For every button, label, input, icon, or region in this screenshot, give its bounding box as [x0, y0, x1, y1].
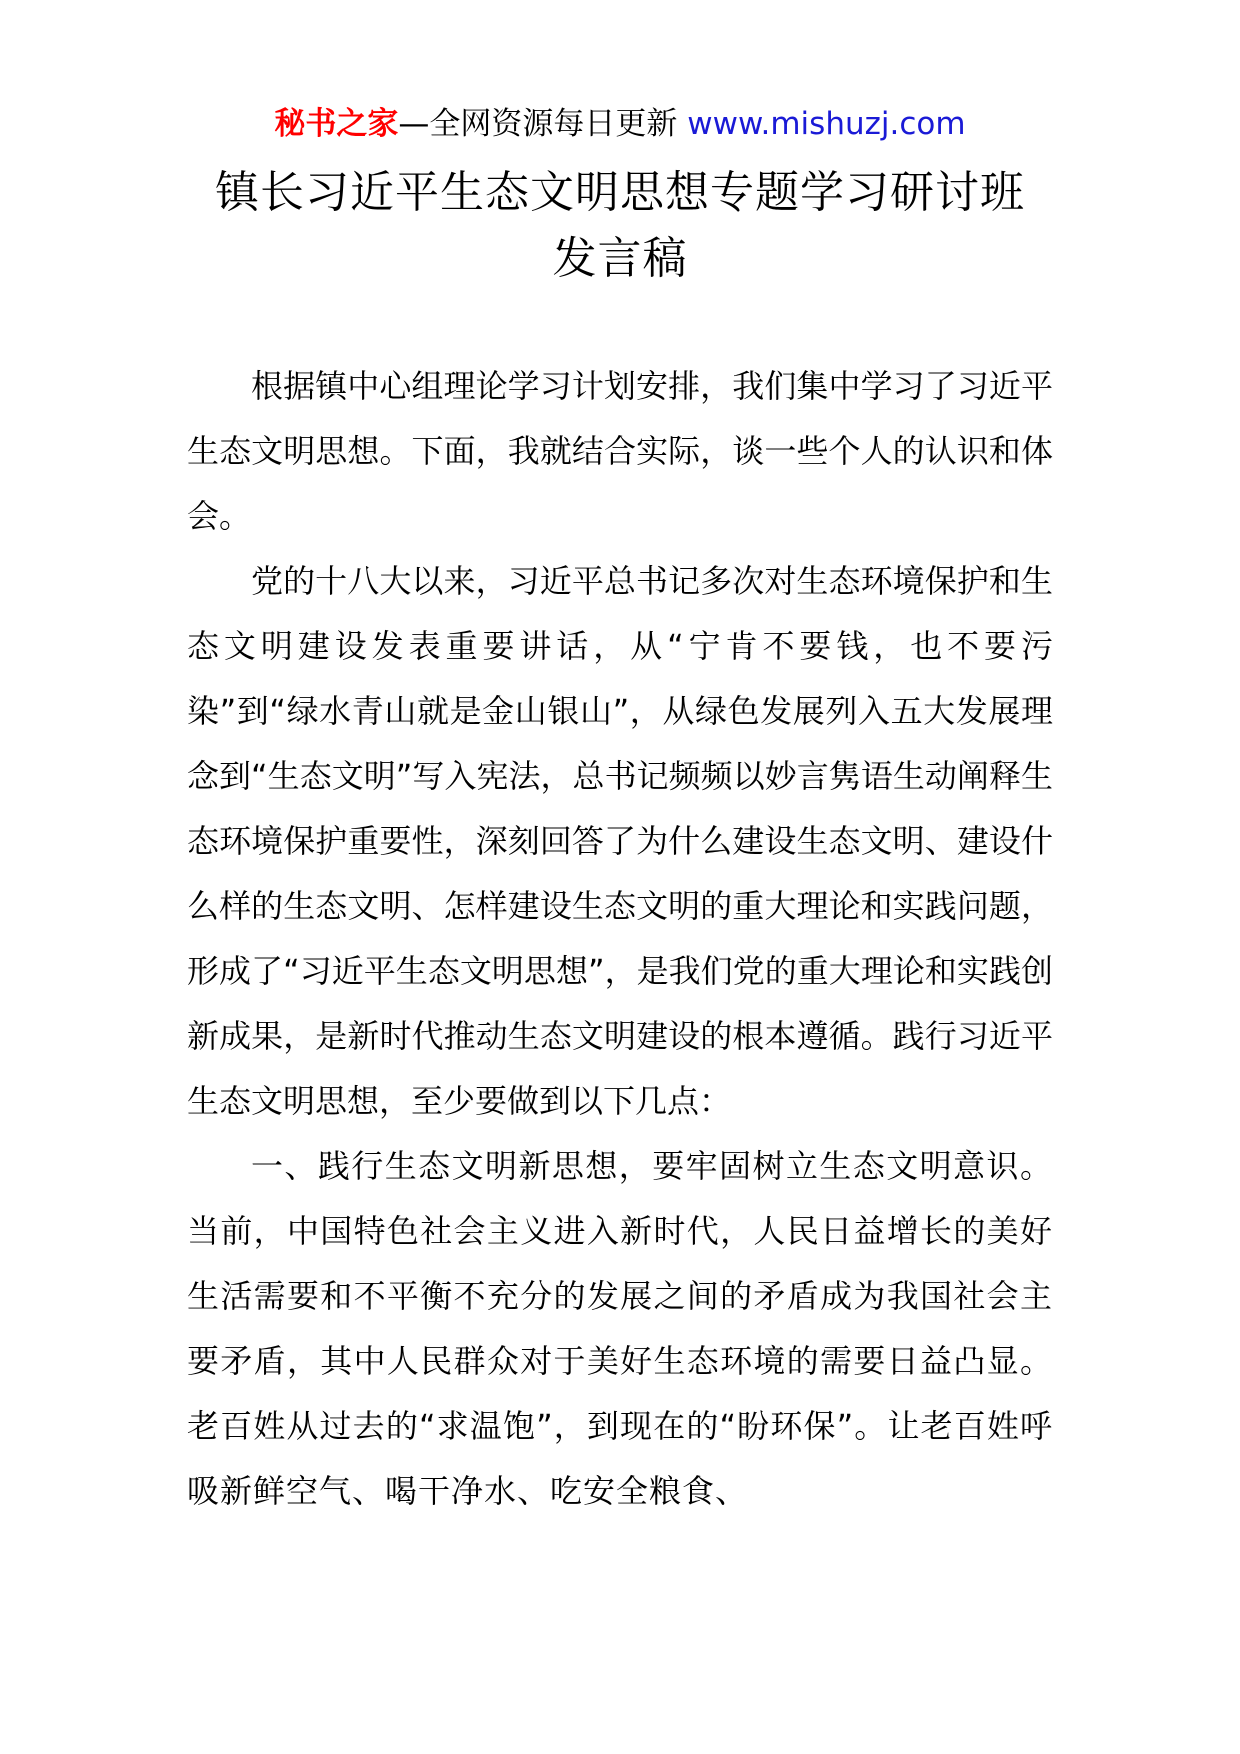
paragraph-background: 党的十八大以来，习近平总书记多次对生态环境保护和生态文明建设发表重要讲话，从“宁肯不要钱，也不要污染”到“绿水青山就是金山银山”，从绿色发展列入五大发展理念到“生态文明”写入宪法，总书记频频以妙言隽语生动阐释生态环境保护重要性，深刻回答了为什么建设生态文明、建设什么样的生态文明、怎样建设生态文明的重大理论和实践问题，形成了“习近平生态文明思想”，是我们党的重大理论和实践创新成果，是新时代推动生态文明建设的根本遵循。践行习近平生态文明思想，至少要做到以下几点： [187, 562, 1053, 1120]
site-tagline: —全网资源每日更新 [398, 106, 688, 142]
site-url-link[interactable]: www.mishuzj.com [687, 106, 966, 142]
document-title [180, 160, 1060, 292]
document-body [187, 354, 1053, 1524]
document-title-line-1: 镇长习近平生态文明思想专题学习研讨班 [215, 167, 1025, 218]
paragraph-intro: 根据镇中心组理论学习计划安排，我们集中学习了习近平生态文明思想。下面，我就结合实际，谈一些个人的认识和体会。 [187, 367, 1053, 535]
document-title-line-2: 发言稿 [552, 233, 688, 284]
site-header [0, 98, 1240, 150]
site-brand: 秘书之家 [274, 106, 399, 142]
paragraph-point-one: 一、践行生态文明新思想，要牢固树立生态文明意识。当前，中国特色社会主义进入新时代，人民日益增长的美好生活需要和不平衡不充分的发展之间的矛盾成为我国社会主要矛盾，其中人民群众对于美好生态环境的需要日益凸显。老百姓从过去的“求温饱”，到现在的“盼环保”。让老百姓呼吸新鲜空气、喝干净水、吃安全粮食、 [187, 1147, 1053, 1510]
